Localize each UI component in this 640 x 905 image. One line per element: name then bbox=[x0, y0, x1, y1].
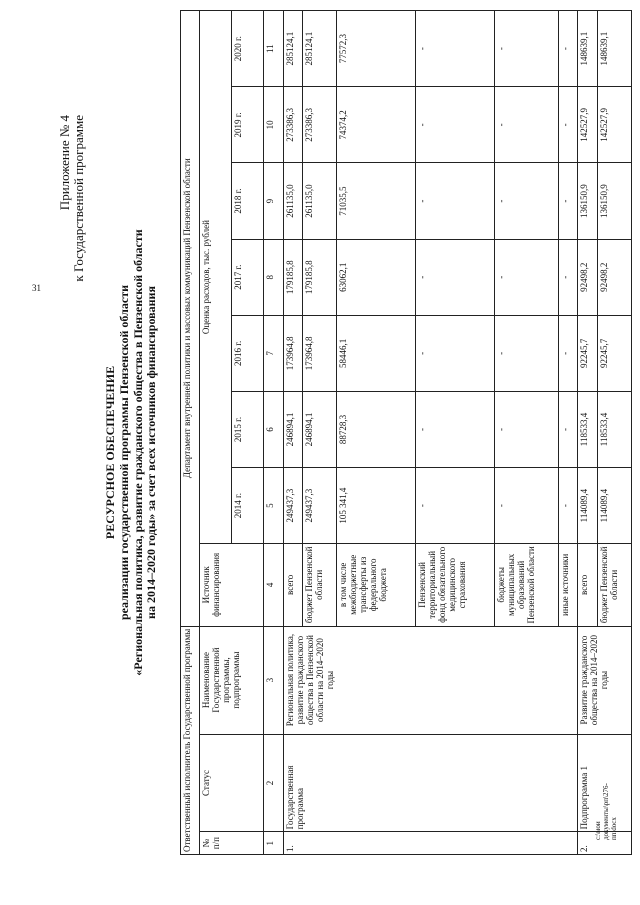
value-cell: 246894,1 bbox=[303, 391, 337, 467]
col-number: 11 bbox=[264, 11, 283, 87]
value-cell: 173964,8 bbox=[283, 315, 302, 391]
value-cell: - bbox=[559, 163, 578, 239]
department-header: Департамент внутренней политики и массовых коммуникаций Пензенской области bbox=[181, 11, 200, 627]
table-row bbox=[578, 11, 597, 855]
appendix-line-1: Приложение № 4 bbox=[57, 115, 72, 211]
year-cell: 2017 г. bbox=[232, 239, 264, 315]
value-cell: 179185,8 bbox=[283, 239, 302, 315]
value-cell: 88728,3 bbox=[337, 391, 416, 467]
value-cell: - bbox=[559, 391, 578, 467]
value-cell: - bbox=[495, 87, 559, 163]
value-cell: 273386,3 bbox=[303, 87, 337, 163]
title-line-2: реализации государственной программы Пензенской области bbox=[117, 284, 131, 621]
year-cell: 2018 г. bbox=[232, 163, 264, 239]
subprogram-status: Подпрограмма 1 bbox=[578, 734, 632, 832]
value-cell: 114089,4 bbox=[597, 468, 631, 544]
col-number: 6 bbox=[264, 391, 283, 467]
value-cell: 148639,1 bbox=[578, 11, 597, 87]
value-cell: 285124,1 bbox=[303, 11, 337, 87]
value-cell: - bbox=[416, 163, 495, 239]
col-number: 5 bbox=[264, 468, 283, 544]
value-cell: 92245,7 bbox=[578, 315, 597, 391]
estimate-header: Оценка расходов, тыс. рублей bbox=[200, 11, 232, 544]
value-cell: 136150,9 bbox=[597, 163, 631, 239]
value-cell: 114089,4 bbox=[578, 468, 597, 544]
value-cell: 179185,8 bbox=[303, 239, 337, 315]
year-cell: 2015 г. bbox=[232, 391, 264, 467]
value-cell: - bbox=[559, 87, 578, 163]
title-line-4: на 2014–2020 годы» за счет всех источников финансирования bbox=[144, 286, 158, 619]
value-cell: - bbox=[559, 239, 578, 315]
value-cell: - bbox=[416, 391, 495, 467]
value-cell: 261135,0 bbox=[303, 163, 337, 239]
source-cell: всего bbox=[578, 544, 597, 626]
footer-file-path: c:\мои документы\рп\276-пп.docx bbox=[594, 783, 618, 840]
col-number: 8 bbox=[264, 239, 283, 315]
col-number: 9 bbox=[264, 163, 283, 239]
source-cell: иные источники bbox=[559, 544, 578, 626]
value-cell: - bbox=[495, 468, 559, 544]
source-cell: Пензенский территориальный фонд обязательного медицинского страхования bbox=[416, 544, 495, 626]
program-num: 1. bbox=[283, 832, 578, 855]
value-cell: 92245,7 bbox=[597, 315, 631, 391]
value-cell: 142527,9 bbox=[578, 87, 597, 163]
value-cell: - bbox=[495, 391, 559, 467]
value-cell: 261135,0 bbox=[283, 163, 302, 239]
status-header: Статус bbox=[200, 734, 264, 832]
value-cell: 249437,3 bbox=[303, 468, 337, 544]
value-cell: 273386,3 bbox=[283, 87, 302, 163]
source-cell: бюджет Пензенской области bbox=[597, 544, 631, 626]
value-cell: - bbox=[416, 315, 495, 391]
subprogram-num: 2. bbox=[578, 832, 632, 855]
value-cell: - bbox=[559, 11, 578, 87]
source-cell: бюджеты муниципальных образований Пензенской области bbox=[495, 544, 559, 626]
value-cell: 285124,1 bbox=[283, 11, 302, 87]
title-line-1: РЕСУРСНОЕ ОБЕСПЕЧЕНИЕ bbox=[103, 365, 117, 540]
num-header: № п/п bbox=[200, 832, 264, 855]
value-cell: 136150,9 bbox=[578, 163, 597, 239]
value-cell: - bbox=[416, 11, 495, 87]
source-header: Источник финансирования bbox=[200, 544, 264, 626]
col-number: 2 bbox=[264, 734, 283, 832]
title-line-3: «Региональная политика, развитие гражданского общества в Пензенской области bbox=[131, 229, 145, 676]
year-cell: 2014 г. bbox=[232, 468, 264, 544]
value-cell: 71035,5 bbox=[337, 163, 416, 239]
value-cell: - bbox=[416, 87, 495, 163]
program-name: Региональная политика, развитие гражданского общества в Пензенской области на 2014–2020 годы bbox=[283, 626, 578, 734]
value-cell: 246894,1 bbox=[283, 391, 302, 467]
value-cell: 92498,2 bbox=[578, 239, 597, 315]
year-cell: 2019 г. bbox=[232, 87, 264, 163]
appendix-line-2: к Государственной программе bbox=[71, 115, 86, 282]
year-cell: 2016 г. bbox=[232, 315, 264, 391]
header-responsible-row bbox=[181, 11, 200, 855]
value-cell: 92498,2 bbox=[597, 239, 631, 315]
value-cell: 173964,8 bbox=[303, 315, 337, 391]
value-cell: - bbox=[495, 11, 559, 87]
value-cell: 118533,4 bbox=[578, 391, 597, 467]
value-cell: - bbox=[559, 468, 578, 544]
page-number: 31 bbox=[32, 283, 41, 293]
program-status: Государственная программа bbox=[283, 734, 578, 832]
table-row bbox=[283, 11, 302, 855]
value-cell: 142527,9 bbox=[597, 87, 631, 163]
source-cell: всего bbox=[283, 544, 302, 626]
column-numbers-row bbox=[264, 11, 283, 855]
value-cell: - bbox=[416, 239, 495, 315]
value-cell: 105 341,4 bbox=[337, 468, 416, 544]
col-number: 10 bbox=[264, 87, 283, 163]
name-header: Наименование Государственной программы, подпрограммы bbox=[200, 626, 264, 734]
value-cell: 118533,4 bbox=[597, 391, 631, 467]
resource-table bbox=[180, 10, 632, 855]
source-cell: в том числе межбюджетные трансферты из федерального бюджета bbox=[337, 544, 416, 626]
year-cell: 2020 г. bbox=[232, 11, 264, 87]
value-cell: - bbox=[559, 315, 578, 391]
col-number: 1 bbox=[264, 832, 283, 855]
header-row-1 bbox=[200, 11, 232, 855]
value-cell: - bbox=[495, 315, 559, 391]
value-cell: 148639,1 bbox=[597, 11, 631, 87]
value-cell: 58446,1 bbox=[337, 315, 416, 391]
col-number: 4 bbox=[264, 544, 283, 626]
col-number: 3 bbox=[264, 626, 283, 734]
value-cell: - bbox=[495, 163, 559, 239]
value-cell: - bbox=[495, 239, 559, 315]
value-cell: 249437,3 bbox=[283, 468, 302, 544]
source-cell: бюджет Пензенской области bbox=[303, 544, 337, 626]
col-number: 7 bbox=[264, 315, 283, 391]
value-cell: 77572,3 bbox=[337, 11, 416, 87]
value-cell: - bbox=[416, 468, 495, 544]
value-cell: 63062,1 bbox=[337, 239, 416, 315]
subprogram-name: Развитие гражданского общества на 2014–2020 годы bbox=[578, 626, 632, 734]
responsible-header: Ответственный исполнитель Государственной программы bbox=[181, 626, 200, 854]
value-cell: 74374,2 bbox=[337, 87, 416, 163]
